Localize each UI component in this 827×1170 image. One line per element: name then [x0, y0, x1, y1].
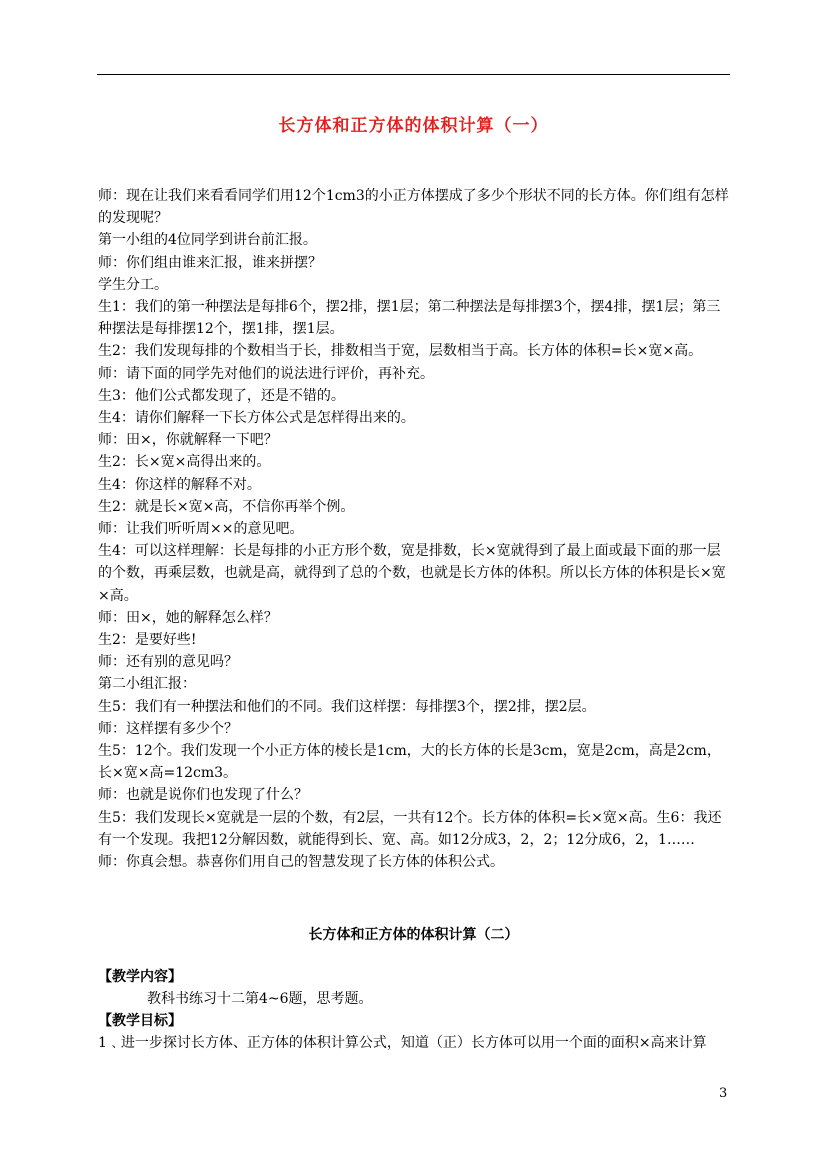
goal-heading: 【教学目标】 [98, 1013, 182, 1029]
paragraph: 生2：我们发现每排的个数相当于长，排数相当于宽，层数相当于高。长方体的体积=长×宽×高。 [98, 343, 703, 360]
lesson-title-2: 长方体和正方体的体积计算（二） [308, 927, 519, 943]
paragraph: 第二小组汇报： [98, 676, 196, 693]
paragraph: 师：现在让我们来看看同学们用12个1cm3的小正方体摆成了多少个形状不同的长方体。你们组有怎样的发现呢？ [98, 188, 729, 227]
paragraph: 师：田×，她的解释怎么样？ [98, 609, 278, 626]
content-text: 教科书练习十二第4~6题，思考题。 [147, 991, 373, 1007]
paragraph: 师：还有别的意见吗？ [98, 654, 238, 671]
paragraph: 师：这样摆有多少个？ [98, 720, 238, 737]
paragraph: 生5：我们有一种摆法和他们的不同。我们这样摆：每排摆3个，摆2排，摆2层。 [98, 698, 596, 715]
lesson-section [98, 966, 730, 1054]
goal-text: 1﹑进一步探讨长方体、正方体的体积计算公式，知道（正）长方体可以用一个面的面积×高来计算 [98, 1035, 707, 1051]
header-rule [97, 74, 730, 75]
paragraph: 生4：可以这样理解：长是每排的小正方形个数，宽是排数，长×宽就得到了最上面或最下面的那一层的个数，再乘层数，也就是高，就得到了总的个数，也就是长方体的体积。所以长方体的体积是长×宽×高。 [98, 543, 726, 604]
paragraph: 生4：请你们解释一下长方体公式是怎样得出来的。 [98, 410, 415, 427]
paragraph: 生5：我们发现长×宽就是一层的个数，有2层，一共有12个。长方体的体积=长×宽×高。生6：我还有一个发现。我把12分解因数，就能得到长、宽、高。如12分成3，2，2；12分成6，2，1…… [98, 809, 722, 848]
paragraph: 生4：你这样的解释不对。 [98, 476, 261, 493]
paragraph: 师：田×，你就解释一下吧？ [98, 432, 278, 449]
paragraph: 生2：就是长×宽×高，不信你再举个例。 [98, 498, 355, 515]
paragraph: 生1：我们的第一种摆法是每排6个，摆2排，摆1层；第二种摆法是每排摆3个，摆4排，摆1层；第三种摆法是每排摆12个，摆1排，摆1层。 [98, 299, 721, 338]
content-heading: 【教学内容】 [98, 969, 182, 985]
paragraph: 生2：长×宽×高得出来的。 [98, 454, 271, 471]
paragraph: 师：请下面的同学先对他们的说法进行评价，再补充。 [98, 365, 434, 382]
page-number: 3 [719, 1086, 728, 1101]
lesson-title-1: 长方体和正方体的体积计算（一） [278, 116, 549, 136]
paragraph: 生3：他们公式都发现了，还是不错的。 [98, 387, 345, 404]
paragraph: 生2：是要好些! [98, 632, 197, 649]
paragraph: 师：让我们听听周××的意见吧。 [98, 521, 304, 538]
paragraph: 第一小组的4位同学到讲台前汇报。 [98, 232, 317, 249]
paragraph: 生5：12个。我们发现一个小正方体的棱长是1cm，大的长方体的长是3cm，宽是2cm，高是2cm，长×宽×高=12cm3。 [98, 743, 721, 782]
paragraph: 师：你们组由谁来汇报，谁来拼摆？ [98, 254, 322, 271]
paragraph: 学生分工。 [98, 276, 168, 293]
dialogue-body [98, 185, 730, 873]
paragraph: 师：也就是说你们也发现了什么？ [98, 787, 308, 804]
paragraph: 师：你真会想。恭喜你们用自己的智慧发现了长方体的体积公式。 [98, 854, 504, 871]
